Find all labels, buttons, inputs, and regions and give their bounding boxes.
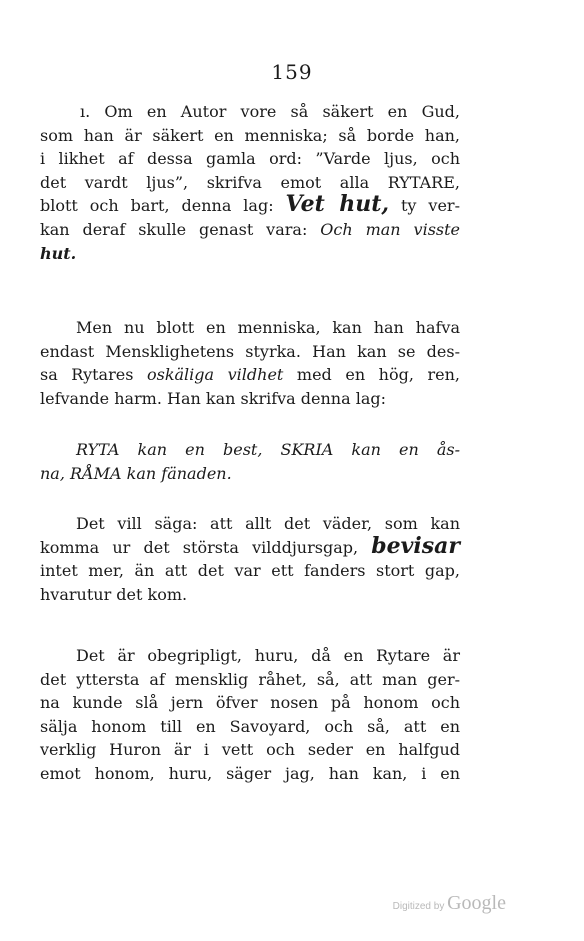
- text-line: intet mer, än att det var ett fanders stort gap,: [40, 561, 460, 581]
- text-line: sälja honom till en Savoyard, och så, att en: [40, 716, 460, 736]
- text-line: som han är säkert en menniska; så borde han,: [40, 125, 460, 145]
- text-line: Det vill säga: att allt det väder, som kan: [76, 514, 460, 533]
- text-line: det yttersta af mensklig råhet, så, att man ger-: [40, 669, 460, 689]
- paragraph-3: [40, 438, 460, 485]
- text-line: verklig Huron är i vett och seder en halfgud: [40, 740, 460, 760]
- watermark-prefix: Digitized by: [392, 901, 445, 912]
- text-line: Men nu blott en menniska, kan han hafva: [76, 318, 460, 337]
- text-line: Det är obegripligt, huru, då en Rytare är: [76, 646, 460, 665]
- text-line: det vardt ljus”, skrifva emot alla RYTARE,: [40, 172, 460, 192]
- text-segment: blott och bart, denna lag:: [40, 196, 274, 216]
- emphasis-text: bevisar: [371, 532, 460, 559]
- text-line-with-emphasis: [40, 191, 460, 218]
- text-segment: sa Rytares: [40, 365, 134, 385]
- text-segment: med en hög, ren,: [296, 365, 460, 385]
- text-line: emot honom, huru, säger jag, han kan, i en: [40, 763, 460, 783]
- text-segment: ty ver-: [401, 196, 460, 216]
- text-line-with-emphasis: [40, 532, 460, 560]
- google-watermark: [393, 892, 506, 915]
- text-line-with-italic: [40, 363, 460, 387]
- text-line-with-italic: [40, 218, 460, 242]
- watermark-brand: Google: [447, 892, 506, 914]
- italic-text: RYTA kan en best, SKRIA kan en ås-: [76, 440, 460, 459]
- emphasis-text: Vet hut,: [285, 191, 390, 218]
- text-segment: kan deraf skulle genast vara:: [40, 219, 308, 239]
- text-line: i likhet af dessa gamla ord: ”Varde ljus, och: [40, 149, 460, 169]
- paragraph-5: [40, 644, 460, 786]
- text-line: hvarutur det kom.: [40, 584, 188, 604]
- italic-text: oskäliga vildhet: [146, 365, 284, 385]
- paragraph-4: [40, 512, 460, 606]
- text-segment: komma ur det största vilddjursgap,: [40, 537, 359, 557]
- text-line: na kunde slå jern öfver nosen på honom och: [40, 693, 460, 713]
- text-line: lefvande harm. Han kan skrifva denna lag:: [40, 388, 387, 408]
- text-line: ı. Om en Autor vore så säkert en Gud,: [80, 102, 460, 121]
- italic-text: Och man visste: [320, 219, 461, 239]
- paragraph-2: [40, 316, 460, 410]
- page-number: 159: [271, 60, 313, 84]
- italic-text: na, RÅMA kan fänaden.: [40, 463, 232, 483]
- paragraph-1: [40, 100, 460, 265]
- italic-text: hut.: [40, 243, 77, 263]
- text-line: endast Mensklighetens styrka. Han kan se des-: [40, 341, 460, 361]
